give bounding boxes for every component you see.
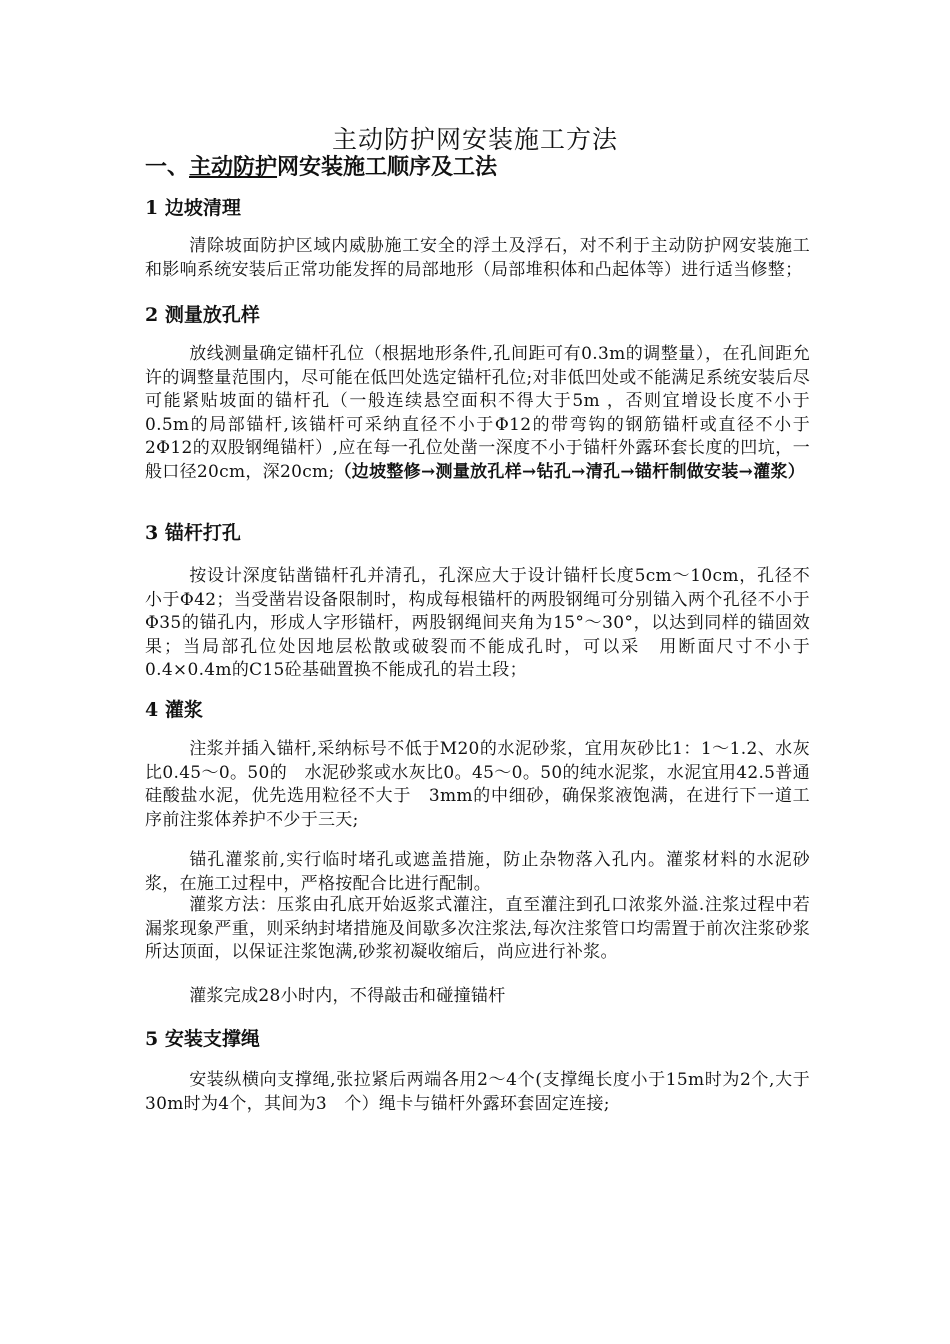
section-rest-text: 网安装施工顺序及工法: [277, 154, 498, 180]
survey-process-flow: （边坡整修→测量放孔样→钻孔→清孔→锚杆制做安装→灌浆）: [334, 461, 806, 482]
paragraph-support-rope: 安装纵横向支撑绳,张拉紧后两端各用2～4个(支撑绳长度小于15m时为2个,大于30m时为4个，其间为3 个）绳卡与锚杆外露环套固定连接;: [145, 1070, 810, 1114]
heading-anchor-drilling: 3 锚杆打孔: [145, 522, 241, 544]
document-title: 主动防护网安装施工方法: [331, 125, 618, 154]
paragraph-anchor-drilling: 按设计深度钻凿锚杆孔并清孔，孔深应大于设计锚杆长度5cm～10cm，孔径不小于Φ42；当受凿岩设备限制时，构成每根锚杆的两股钢绳可分别锚入两个孔径不小于Φ35的锚孔内，形成人字形锚杆，两股钢绳间夹角为15°～30°，以达到同样的锚固效果；当局部孔位处因地层松散或破裂而不能成孔时，可以采 用断面尺寸不小于0.4×0.4m的C15砼基础置换不能成孔的岩土段；: [145, 566, 810, 680]
section-underlined-text: 主动防护: [189, 154, 278, 180]
paragraph-grouting-4: 灌浆完成28小时内，不得敲击和碰撞锚杆: [189, 986, 506, 1006]
heading-support-rope: 5 安装支撑绳: [145, 1028, 260, 1050]
paragraph-survey-layout: [145, 343, 810, 484]
heading-survey-layout: 2 测量放孔样: [145, 304, 260, 326]
section-prefix: 一、: [145, 154, 190, 180]
paragraph-grouting-2: 锚孔灌浆前,实行临时堵孔或遮盖措施，防止杂物落入孔内。灌浆材料的水泥砂浆，在施工过程中，严格按配合比进行配制。: [145, 850, 810, 894]
section-heading: [145, 152, 497, 182]
paragraph-slope-cleanup: 清除坡面防护区域内威胁施工安全的浮土及浮石，对不利于主动防护网安装施工和影响系统安装后正常功能发挥的局部地形（局部堆积体和凸起体等）进行适当修整；: [145, 236, 810, 280]
survey-text: 放线测量确定锚杆孔位（根据地形条件,孔间距可有0.3m的调整量），在孔间距允许的调整量范围内，尽可能在低凹处选定锚杆孔位;对非低凹处或不能满足系统安装后尽可能紧贴坡面的锚杆孔（一般连续悬空面积不得大于5m ，否则宜增设长度不小于0.5m的局部锚杆,该锚杆可采纳直径不小于Φ12的带弯钩的钢筋锚杆或直径不小于2Φ12的双股钢绳锚杆）,应在每一孔位处凿一深度不小于锚杆外露环套长度的凹坑，一般口径20cm，深20cm;: [145, 344, 810, 482]
paragraph-grouting-3: 灌浆方法：压浆由孔底开始返浆式灌注，直至灌注到孔口浓浆外溢.注浆过程中若漏浆现象严重，则采纳封堵措施及间歇多次注浆法,每次注浆管口均需置于前次注浆砂浆所达顶面，以保证注浆饱满,砂浆初凝收缩后，尚应进行补浆。: [145, 895, 810, 962]
heading-slope-cleanup: 1 边坡清理: [145, 197, 241, 219]
heading-grouting: 4 灌浆: [145, 699, 203, 721]
paragraph-grouting-1: 注浆并插入锚杆,采纳标号不低于M20的水泥砂浆，宜用灰砂比1：1～1.2、水灰比0.45～0。50的 水泥砂浆或水灰比0。45～0。50的纯水泥浆，水泥宜用42.5普通硅酸盐水泥，优先选用粒径不大于 3mm的中细砂，确保浆液饱满，在进行下一道工序前注浆体养护不少于三天;: [145, 739, 810, 830]
